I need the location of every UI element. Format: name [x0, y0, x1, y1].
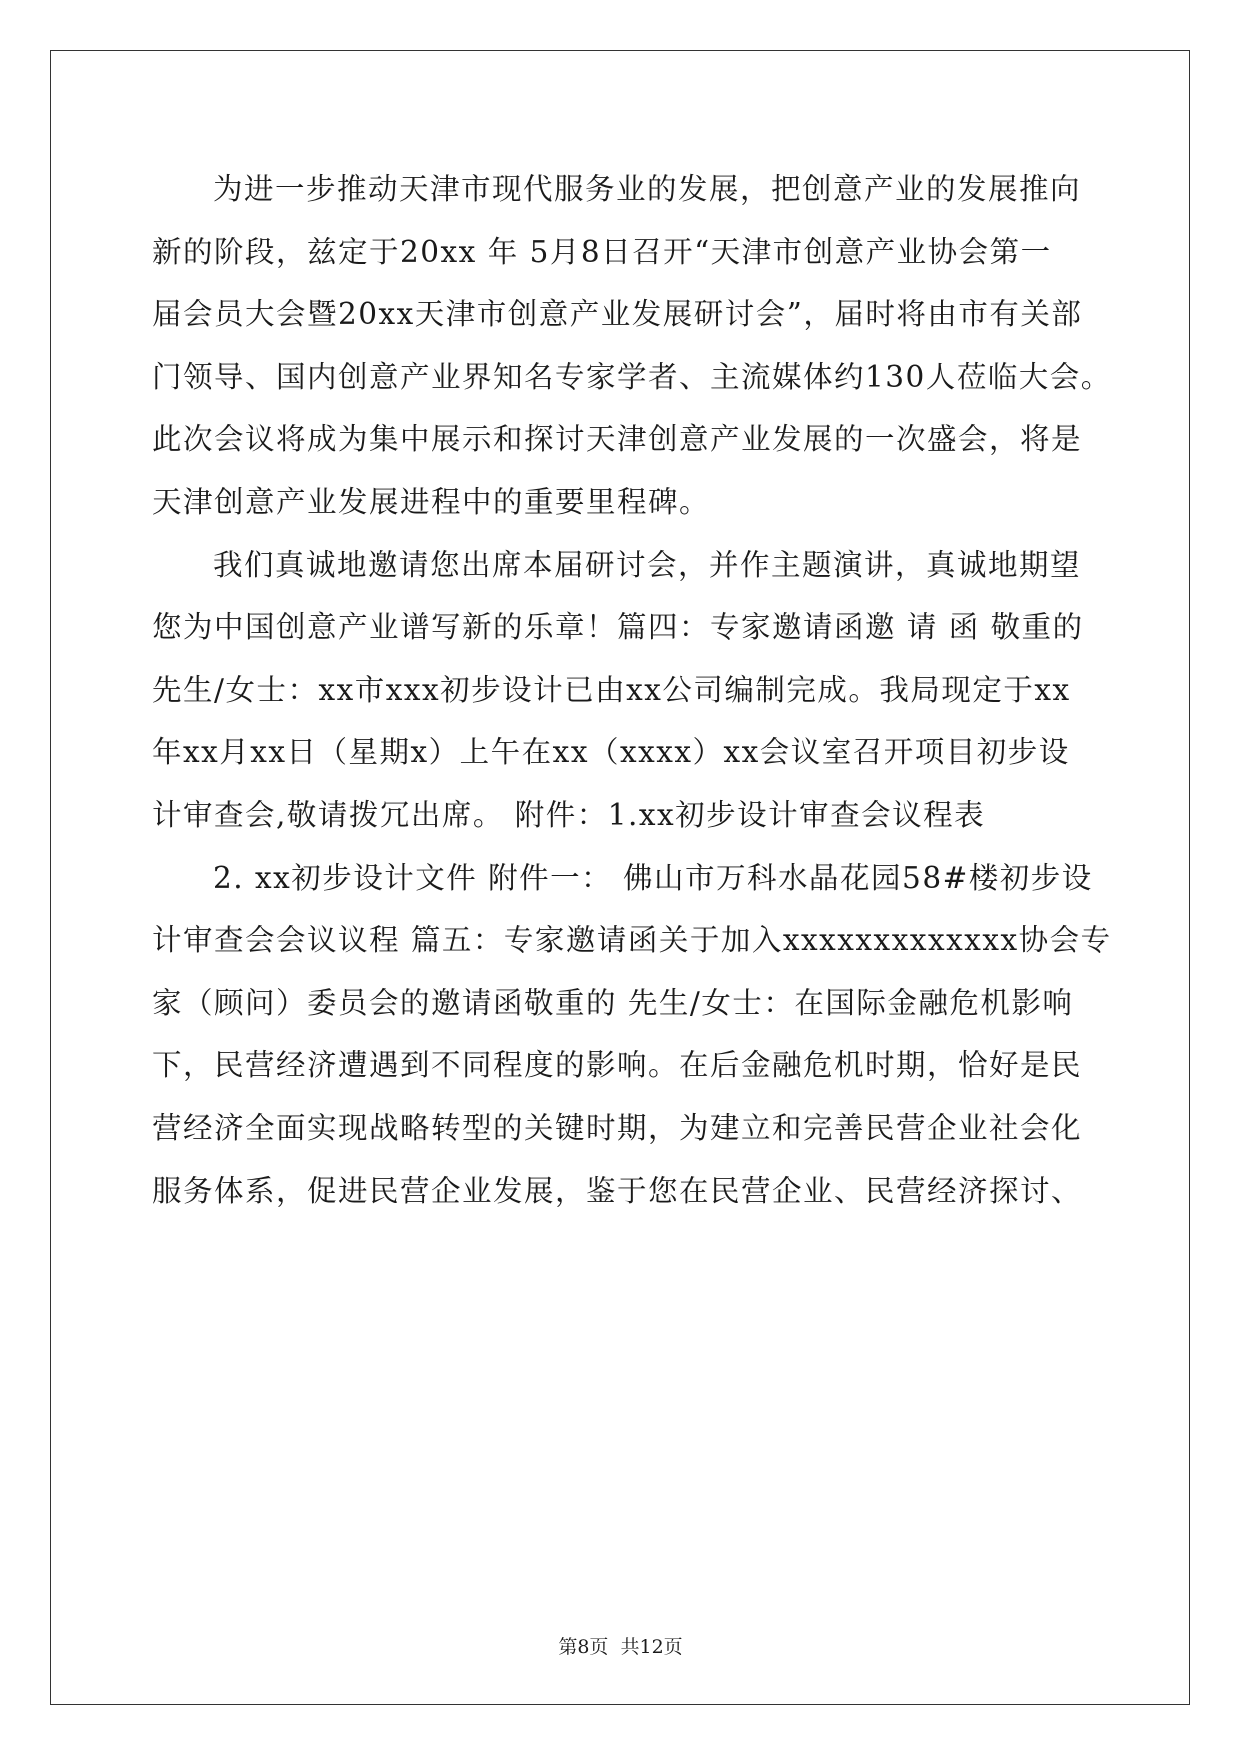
text-line: 届会员大会暨20xx天津市创意产业发展研讨会”，届时将由市有关部: [152, 297, 1083, 332]
text-line: 下，民营经济遭遇到不同程度的影响。在后金融危机时期，恰好是民: [152, 1048, 1083, 1083]
text-line: 营经济全面实现战略转型的关键时期，为建立和完善民营企业社会化: [152, 1110, 1083, 1145]
text-line: 门领导、国内创意产业界知名专家学者、主流媒体约130人莅临大会。: [152, 359, 1112, 394]
text-line: 计审查会,敬请拨冗出席。 附件：1.xx初步设计审查会议程表: [152, 797, 986, 832]
text-line: 此次会议将成为集中展示和探讨天津创意产业发展的一次盛会，将是: [152, 422, 1083, 457]
text-line: 服务体系，促进民营企业发展，鉴于您在民营企业、民营经济探讨、: [152, 1173, 1083, 1208]
text-line: 家（顾问）委员会的邀请函敬重的 先生/女士：在国际金融危机影响: [152, 985, 1074, 1020]
text-line: 2. xx初步设计文件 附件一： 佛山市万科水晶花园58#楼初步设: [213, 860, 1093, 895]
text-line: 天津创意产业发展进程中的重要里程碑。: [152, 484, 711, 519]
text-line: 计审查会会议议程 篇五：专家邀请函关于加入xxxxxxxxxxxxx协会专: [152, 923, 1112, 958]
page-footer: 第8页 共12页: [558, 1636, 683, 1658]
text-line: 新的阶段，兹定于20xx 年 5月8日召开“天津市创意产业协会第一: [152, 234, 1052, 269]
text-line: 年xx月xx日（星期x）上午在xx（xxxx）xx会议室召开项目初步设: [152, 735, 1070, 770]
text-line: 为进一步推动天津市现代服务业的发展，把创意产业的发展推向: [213, 172, 1082, 206]
text-line: 您为中国创意产业谱写新的乐章！篇四：专家邀请函邀 请 函 敬重的: [152, 610, 1084, 645]
text-line: 我们真诚地邀请您出席本届研讨会，并作主题演讲，真诚地期望: [213, 547, 1082, 582]
body-text: [152, 158, 1112, 1222]
text-line: 先生/女士：xx市xxx初步设计已由xx公司编制完成。我局现定于xx: [152, 672, 1071, 707]
